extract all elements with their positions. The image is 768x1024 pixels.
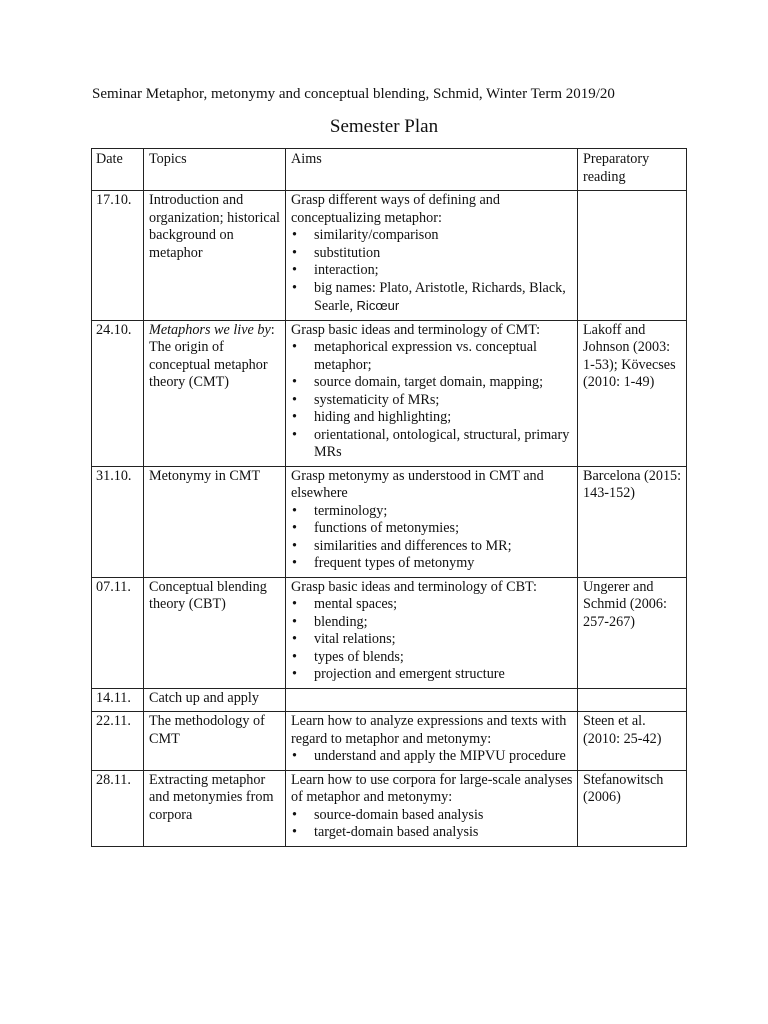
aims-list bbox=[291, 748, 573, 766]
header-reading: Preparatory reading bbox=[578, 149, 687, 191]
table-row bbox=[92, 712, 687, 771]
session-aims bbox=[286, 577, 578, 688]
aim-item: • functions of metonymies; bbox=[291, 520, 573, 538]
session-reading bbox=[578, 191, 687, 321]
aim-item: • source domain, target domain, mapping; bbox=[291, 374, 573, 392]
table-row bbox=[92, 320, 687, 466]
session-topic: Conceptual blending theory (CBT) bbox=[144, 577, 286, 688]
aim-item: • orientational, ontological, structural, primary MRs bbox=[291, 427, 573, 462]
aim-item: • understand and apply the MIPVU procedure bbox=[291, 748, 573, 766]
aim-item: • vital relations; bbox=[291, 631, 573, 649]
aims-intro: Grasp basic ideas and terminology of CMT: bbox=[291, 321, 541, 338]
table-row bbox=[92, 688, 687, 712]
aims-list bbox=[291, 227, 573, 316]
aim-item: • hiding and highlighting; bbox=[291, 409, 573, 427]
session-topic-title bbox=[149, 322, 281, 340]
table-row bbox=[92, 191, 687, 321]
aims-list bbox=[291, 339, 573, 462]
header-aims: Aims bbox=[286, 149, 578, 191]
session-topic: Extracting metaphor and metonymies from corpora bbox=[144, 770, 286, 846]
aim-item: • terminology; bbox=[291, 503, 573, 521]
aims-intro: Learn how to use corpora for large-scale analyses of metaphor and metonymy: bbox=[291, 771, 573, 805]
semester-plan-table bbox=[91, 148, 687, 847]
header-date: Date bbox=[92, 149, 144, 191]
table-header-row bbox=[92, 149, 687, 191]
session-reading: Ungerer and Schmid (2006: 257-267) bbox=[578, 577, 687, 688]
aim-item-text: big names: Plato, Aristotle, Richards, Black, Searle, bbox=[314, 279, 566, 314]
table-row bbox=[92, 770, 687, 846]
topic-colon: : bbox=[270, 321, 275, 338]
aim-item: • types of blends; bbox=[291, 649, 573, 667]
session-date: 28.11. bbox=[92, 770, 144, 846]
session-aims bbox=[286, 712, 578, 771]
table-row bbox=[92, 466, 687, 577]
session-aims bbox=[286, 770, 578, 846]
session-topic-cell bbox=[144, 320, 286, 466]
session-date: 07.11. bbox=[92, 577, 144, 688]
course-header: Seminar Metaphor, metonymy and conceptual blending, Schmid, Winter Term 2019/20 bbox=[92, 86, 615, 102]
aims-intro: Grasp different ways of defining and conceptualizing metaphor: bbox=[291, 192, 500, 226]
aims-intro: Learn how to analyze expressions and texts with regard to metaphor and metonymy: bbox=[291, 713, 567, 747]
session-reading: Stefanowitsch (2006) bbox=[578, 770, 687, 846]
aim-item-name: Ricœur bbox=[356, 298, 400, 313]
aims-list bbox=[291, 596, 573, 684]
session-topic: Metonymy in CMT bbox=[144, 466, 286, 577]
session-reading: Steen et al. (2010: 25-42) bbox=[578, 712, 687, 771]
aim-item: • source-domain based analysis bbox=[291, 807, 573, 825]
session-date: 17.10. bbox=[92, 191, 144, 321]
book-title: Metaphors we live by bbox=[149, 321, 271, 338]
session-reading: Lakoff and Johnson (2003: 1-53); Kövecses (2010: 1-49) bbox=[578, 320, 687, 466]
aim-item: • target-domain based analysis bbox=[291, 824, 573, 842]
aims-list bbox=[291, 807, 573, 842]
aims-intro: Grasp basic ideas and terminology of CBT: bbox=[291, 578, 537, 595]
aim-item: • blending; bbox=[291, 614, 573, 632]
page-title: Semester Plan bbox=[329, 116, 439, 137]
aim-item: • systematicity of MRs; bbox=[291, 392, 573, 410]
aim-item: • mental spaces; bbox=[291, 596, 573, 614]
aim-item: • substitution bbox=[291, 245, 573, 263]
session-reading bbox=[578, 688, 687, 712]
aim-item: • interaction; bbox=[291, 262, 573, 280]
session-topic: Introduction and organization; historical background on metaphor bbox=[144, 191, 286, 321]
session-aims bbox=[286, 688, 578, 712]
aim-item: • metaphorical expression vs. conceptual metaphor; bbox=[291, 339, 573, 374]
header-topics: Topics bbox=[144, 149, 286, 191]
session-topic: Catch up and apply bbox=[144, 688, 286, 712]
session-date: 24.10. bbox=[92, 320, 144, 466]
session-aims bbox=[286, 320, 578, 466]
session-topic: The origin of conceptual metaphor theory (CMT) bbox=[149, 339, 268, 390]
session-aims bbox=[286, 466, 578, 577]
aim-item: • similarities and differences to MR; bbox=[291, 538, 573, 556]
session-topic: The methodology of CMT bbox=[144, 712, 286, 771]
aims-list bbox=[291, 503, 573, 573]
session-date: 22.11. bbox=[92, 712, 144, 771]
aims-intro: Grasp metonymy as understood in CMT and elsewhere bbox=[291, 467, 544, 501]
session-date: 31.10. bbox=[92, 466, 144, 577]
aim-item: • frequent types of metonymy bbox=[291, 555, 573, 573]
aim-item: • projection and emergent structure bbox=[291, 666, 573, 684]
session-date: 14.11. bbox=[92, 688, 144, 712]
table-row bbox=[92, 577, 687, 688]
session-reading: Barcelona (2015: 143-152) bbox=[578, 466, 687, 577]
session-aims bbox=[286, 191, 578, 321]
aim-item bbox=[291, 280, 573, 316]
aim-item: • similarity/comparison bbox=[291, 227, 573, 245]
